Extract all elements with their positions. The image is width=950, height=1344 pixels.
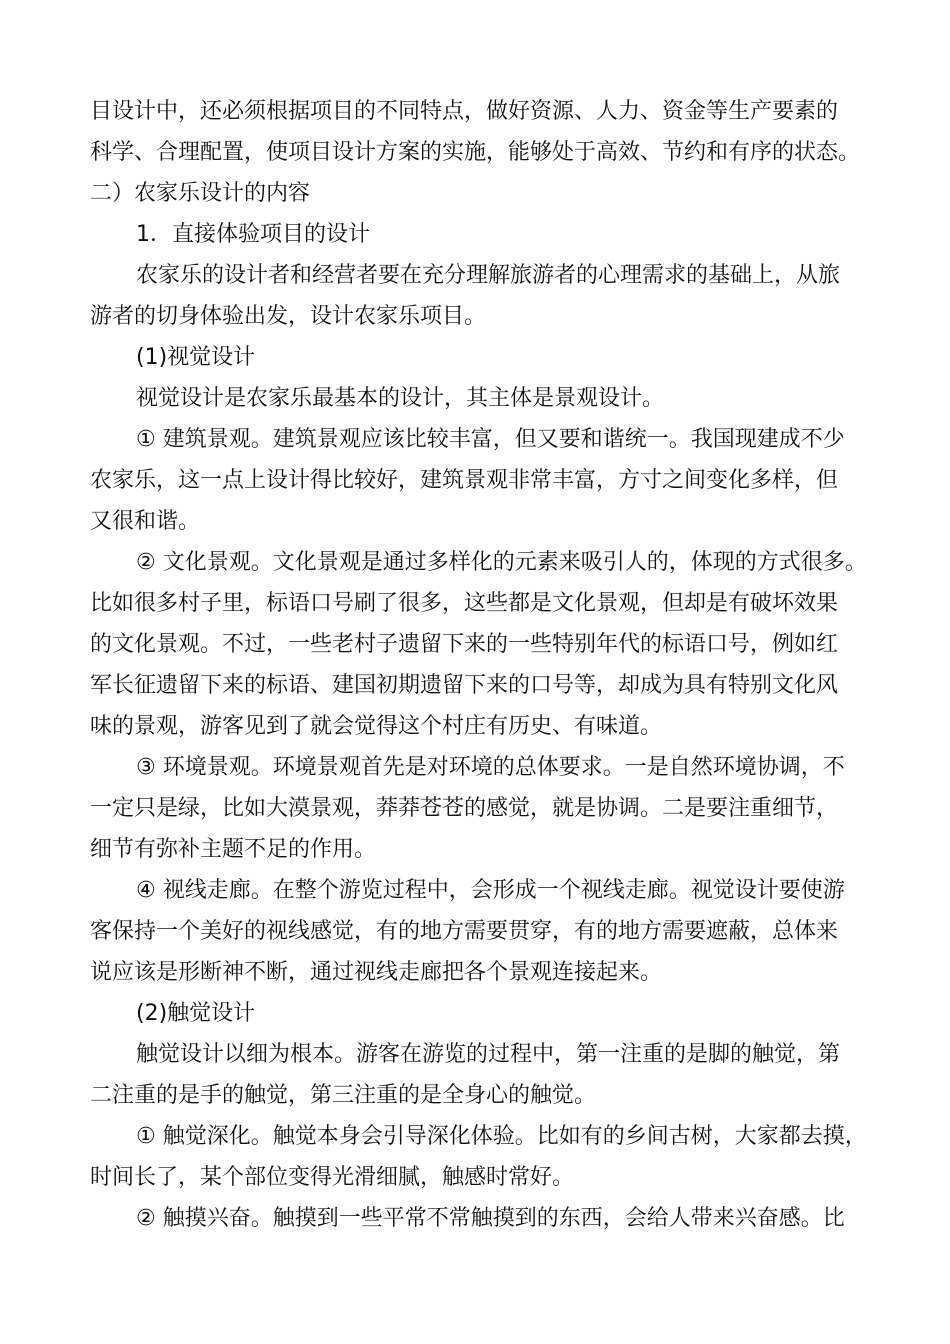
text-line: 又很和谐。 xyxy=(90,509,201,534)
text-line: ④ 视线走廊。在整个游览过程中，会形成一个视线走廊。视觉设计要使游 xyxy=(136,878,845,903)
text-line: 味的景观，游客见到了就会觉得这个村庄有历史、有味道。 xyxy=(90,714,663,739)
text-line: ② 触摸兴奋。触摸到一些平常不常触摸到的东西，会给人带来兴奋感。比 xyxy=(136,1206,845,1231)
item-heading: (2)触觉设计 xyxy=(136,1001,256,1026)
text-line: ② 文化景观。文化景观是通过多样化的元素来吸引人的，体现的方式很多。 xyxy=(136,550,867,575)
text-line: 时间长了，某个部位变得光滑细腻，触感时常好。 xyxy=(90,1165,575,1190)
text-line: 农家乐，这一点上设计得比较好，建筑景观非常丰富，方寸之间变化多样，但 xyxy=(90,468,839,493)
text-line: ① 建筑景观。建筑景观应该比较丰富，但又要和谐统一。我国现建成不少 xyxy=(136,427,845,452)
text-line: 农家乐的设计者和经营者要在充分理解旅游者的心理需求的基础上，从旅 xyxy=(136,263,841,288)
text-line: 比如很多村子里，标语口号刷了很多，这些都是文化景观，但却是有破坏效果 xyxy=(90,591,839,616)
text-line: 客保持一个美好的视线感觉，有的地方需要贯穿，有的地方需要遮蔽，总体来 xyxy=(90,919,839,944)
text-line: 军长征遗留下来的标语、建国初期遗留下来的口号等，却成为具有特别文化风 xyxy=(90,673,839,698)
text-line: ③ 环境景观。环境景观首先是对环境的总体要求。一是自然环境协调，不 xyxy=(136,755,845,780)
subsection-heading: 1．直接体验项目的设计 xyxy=(136,222,370,247)
text-line: 科学、合理配置，使项目设计方案的实施，能够处于高效、节约和有序的状态。 xyxy=(90,140,861,165)
text-line: 一定只是绿，比如大漠景观，莽莽苍苍的感觉，就是协调。二是要注重细节， xyxy=(90,796,839,821)
text-line: 说应该是形断神不断，通过视线走廊把各个景观连接起来。 xyxy=(90,960,663,985)
text-line: 触觉设计以细为根本。游客在游览的过程中，第一注重的是脚的触觉，第 xyxy=(136,1042,841,1067)
text-line: 二注重的是手的触觉，第三注重的是全身心的触觉。 xyxy=(90,1083,597,1108)
text-line: 的文化景观。不过，一些老村子遗留下来的一些特别年代的标语口号，例如红 xyxy=(90,632,839,657)
section-heading: 二）农家乐设计的内容 xyxy=(90,181,311,206)
text-line: 目设计中，还必须根据项目的不同特点，做好资源、人力、资金等生产要素的 xyxy=(90,99,839,124)
text-line: ① 触觉深化。触觉本身会引导深化体验。比如有的乡间古树，大家都去摸， xyxy=(136,1124,867,1149)
text-line: 细节有弥补主题不足的作用。 xyxy=(90,837,377,862)
text-line: 视觉设计是农家乐最基本的设计，其主体是景观设计。 xyxy=(136,386,665,411)
item-heading: (1)视觉设计 xyxy=(136,345,256,370)
text-line: 游者的切身体验出发，设计农家乐项目。 xyxy=(90,304,487,329)
